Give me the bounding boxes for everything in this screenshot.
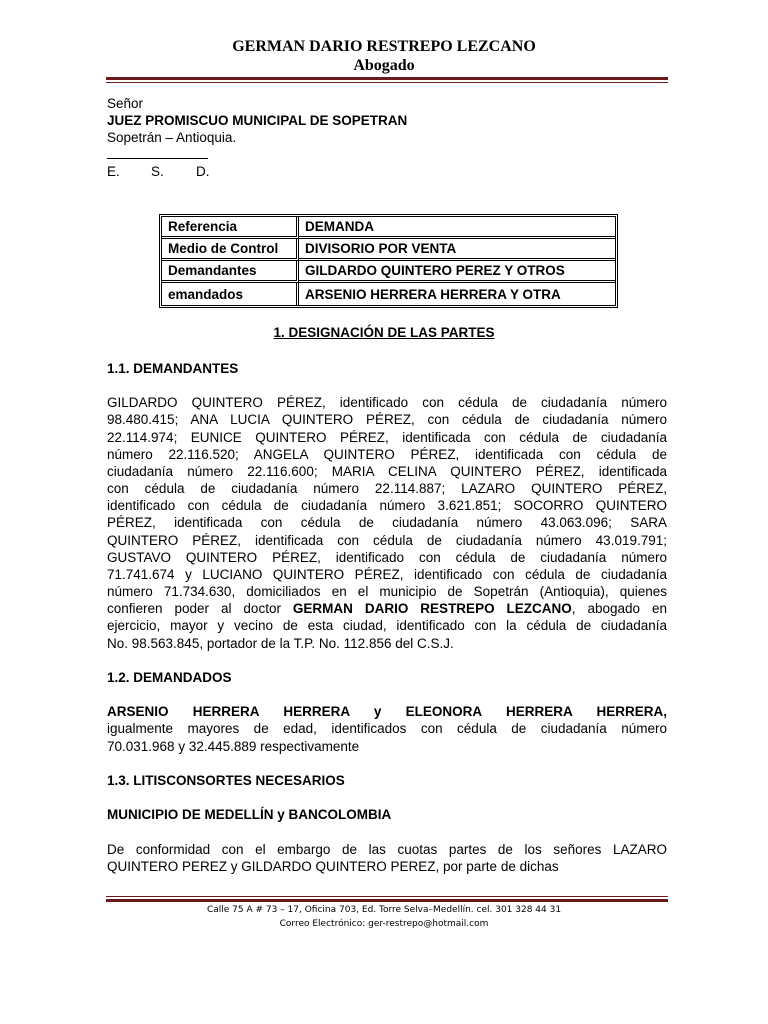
underline-rule: [107, 158, 208, 159]
esd-e: E.: [107, 164, 120, 179]
attorney-name: GERMAN DARIO RESTREPO LEZCANO: [292, 601, 572, 616]
court-place: Sopetrán – Antioquia.: [107, 130, 237, 145]
para-line: QUINTERO PÉREZ, identificada con cédula de ciudadanía número 43.019.791;: [107, 533, 667, 548]
ref-value: ARSENIO HERRERA HERRERA Y OTRA: [305, 286, 561, 302]
footer-rule-thin: [106, 896, 668, 897]
ref-key: Medio de Control: [162, 239, 299, 261]
table-row: [162, 239, 615, 261]
reference-table: [159, 214, 618, 308]
lawyer-title: Abogado: [353, 57, 415, 74]
esd-line: [107, 163, 210, 180]
para-line: 98.480.415; ANA LUCIA QUINTERO PÉREZ, con cédula de ciudadanía número: [107, 412, 667, 427]
para-line: ciudadanía número 22.116.600; MARIA CELINA QUINTERO PÉREZ, identificada: [107, 464, 667, 479]
para-line: 71.741.674 y LUCIANO QUINTERO PÉREZ, identificado con cédula de ciudadanía: [107, 567, 667, 582]
para-line: 70.031.968 y 32.445.889 respectivamente: [107, 739, 360, 754]
para-line: identificado con cédula de ciudadanía número 3.621.851; SOCORRO QUINTERO: [107, 498, 667, 513]
heading-litisconsortes: 1.3. LITISCONSORTES NECESARIOS: [107, 773, 345, 788]
para-line: No. 98.563.845, portador de la T.P. No. 112.856 del C.S.J.: [107, 636, 454, 651]
header-rule: [106, 77, 668, 80]
entities-line: MUNICIPIO DE MEDELLÍN y BANCOLOMBIA: [107, 807, 392, 822]
para-line: ejercicio, mayor y vecino de esta ciudad, identificado con la cédula de ciudadanía: [107, 618, 667, 633]
para-line: [107, 600, 667, 617]
para-line: número 71.734.630, domiciliados en el municipio de Sopetrán (Antioquia), quienes: [107, 584, 667, 599]
defendant-names: ARSENIO HERRERA HERRERA y ELEONORA HERRERA HERRERA,: [107, 704, 667, 719]
table-row: [162, 217, 615, 239]
para-line: con cédula de ciudadanía número 22.114.887; LAZARO QUINTERO PÉREZ,: [107, 481, 667, 496]
para-line: 22.114.974; EUNICE QUINTERO PÉREZ, identificada con cédula de ciudadanía: [107, 430, 667, 445]
para-line: número 22.116.520; ANGELA QUINTERO PÉREZ, identificada con cédula de: [107, 447, 667, 462]
section-title: 1. DESIGNACIÓN DE LAS PARTES: [273, 325, 495, 340]
salutation: Señor: [107, 96, 144, 111]
heading-demandados: 1.2. DEMANDADOS: [107, 670, 232, 685]
text-run: confieren poder al doctor: [107, 601, 293, 616]
ref-value: GILDARDO QUINTERO PEREZ Y OTROS: [299, 261, 615, 283]
text-run: , abogado en: [571, 601, 667, 616]
para-line: PÉREZ, identificada con cédula de ciudadanía número 43.063.096; SARA: [107, 515, 667, 530]
ref-value: DIVISORIO POR VENTA: [299, 239, 615, 261]
esd-d: D.: [196, 164, 210, 179]
footer-email: Correo Electrónico: ger-restrepo@hotmail.com: [279, 919, 489, 929]
footer-rule: [106, 899, 668, 902]
table-row: [162, 261, 615, 283]
heading-demandantes: 1.1. DEMANDANTES: [107, 361, 239, 376]
ref-value: DEMANDA: [299, 217, 615, 239]
lawyer-name: GERMAN DARIO RESTREPO LEZCANO: [232, 38, 536, 55]
footer: [0, 903, 768, 931]
para-line: QUINTERO PEREZ y GILDARDO QUINTERO PEREZ, por parte de dichas: [107, 859, 559, 874]
letterhead: [0, 37, 768, 75]
para-line: GILDARDO QUINTERO PÉREZ, identificado con cédula de ciudadanía número: [107, 395, 667, 410]
footer-address: Calle 75 A # 73 – 17, Oficina 703, Ed. Torre Selva–Medellín. cel. 301 328 44 31: [206, 905, 562, 915]
ref-key: Referencia: [162, 217, 299, 239]
header-rule-thin: [106, 82, 668, 83]
ref-key: Demandantes: [162, 261, 299, 283]
court-name: JUEZ PROMISCUO MUNICIPAL DE SOPETRAN: [107, 113, 408, 128]
ref-key: emandados: [162, 283, 299, 305]
para-line: GUSTAVO QUINTERO PÉREZ, identificado con cédula de ciudadanía número: [107, 550, 667, 565]
table-row: [162, 283, 615, 305]
para-line: igualmente mayores de edad, identificados con cédula de ciudadanía número: [107, 721, 667, 736]
esd-s: S.: [151, 164, 164, 179]
para-line: De conformidad con el embargo de las cuotas partes de los señores LAZARO: [107, 842, 667, 857]
